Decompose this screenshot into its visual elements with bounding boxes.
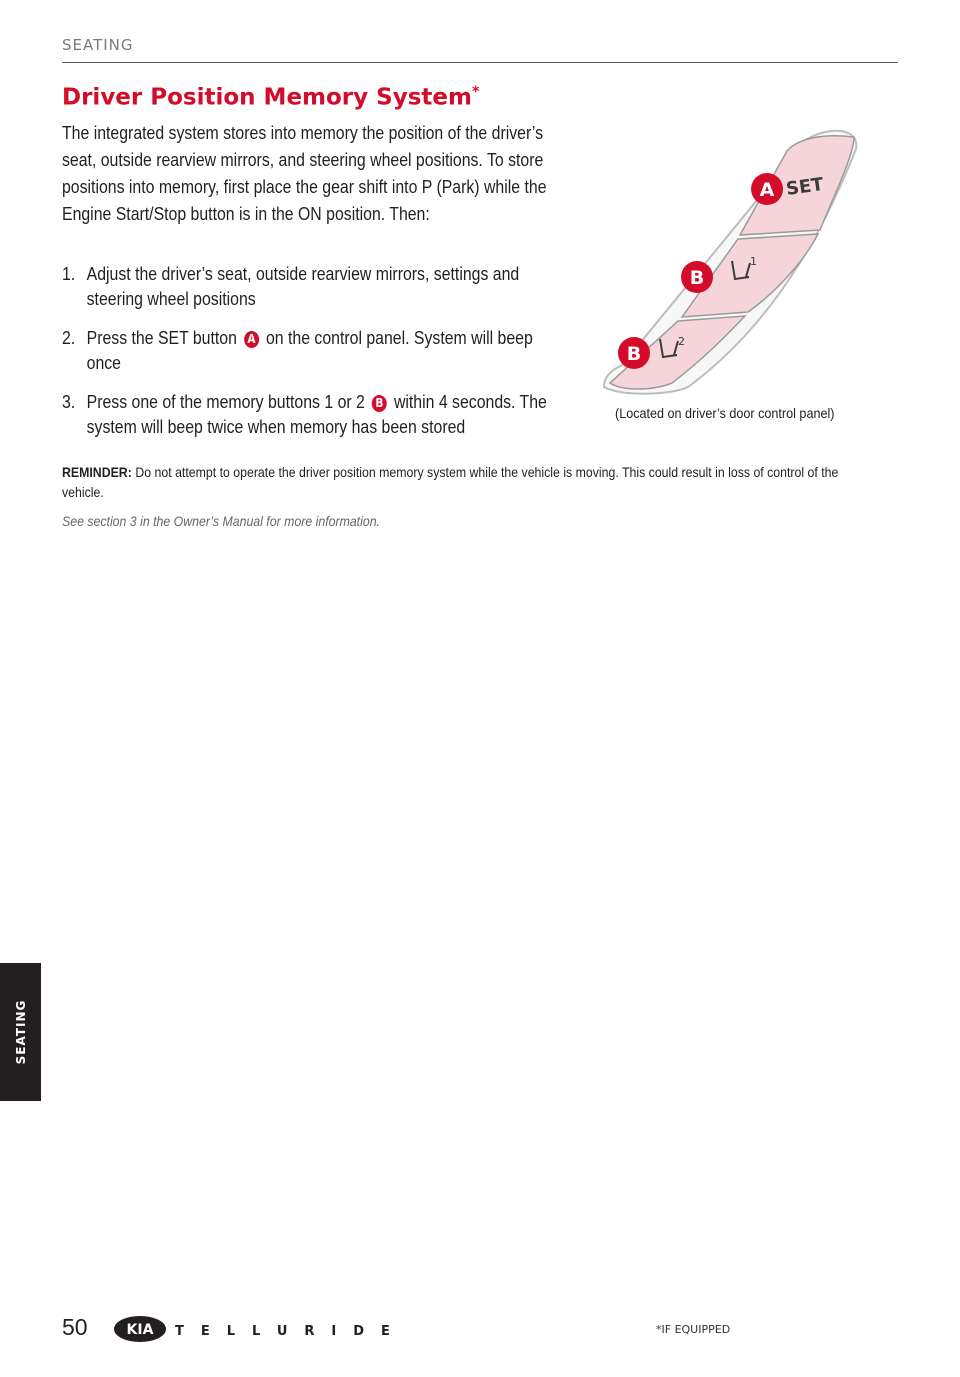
step-text-after: on the control panel. System will beep once [86,328,533,373]
diagram-badge-b-upper [681,261,713,293]
title-text: Driver Position Memory System [62,84,472,111]
step-number: 1. [62,264,76,284]
reminder-label: REMINDER: [62,464,132,480]
side-tab-label: SEATING [13,999,28,1065]
callout-badge-b: B [372,395,387,412]
step-text-before: Press the SET button [86,328,237,348]
memory-control-panel-diagram [592,125,872,400]
reminder-text: Do not attempt to operate the driver position memory system while the vehicle is moving. This could result in loss of control of the vehicle. [62,464,839,500]
brand-footer [113,1314,423,1344]
step-text: Adjust the driver’s seat, outside rearview mirrors, settings and steering wheel positions [86,264,520,309]
section-header: SEATING [62,36,134,54]
steps-list [62,262,564,454]
if-equipped-marker: * [471,84,480,100]
step-number: 3. [62,392,76,412]
callout-badge-a: A [244,331,259,348]
step-number: 2. [62,328,76,348]
diagram-badge-a [751,173,783,205]
svg-text:B: B [626,343,642,365]
intro-paragraph: The integrated system stores into memory the position of the driver’s seat, outside rearview mirrors, and steering wheel positions. To store positions into memory, first place the gear shift into P (Park) while the Engine Start/Stop button is in the ON position. Then: [62,123,547,224]
step-item [62,390,564,440]
kia-logo [114,1316,166,1342]
svg-text:B: B [689,267,705,289]
step-text-after: within 4 seconds. The system will beep twice when memory has been stored [86,392,547,437]
set-label: SET [784,173,825,200]
reminder-note [62,462,880,502]
step-item [62,326,564,376]
step-text-before: Press one of the memory buttons 1 or 2 [86,392,365,412]
see-more-reference: See section 3 in the Owner’s Manual for more information. [62,513,380,529]
page-number: 50 [62,1314,88,1340]
diagram-caption: (Located on driver’s door control panel) [615,405,835,421]
telluride-wordmark: TELLURIDE [175,1324,407,1339]
svg-text:KIA: KIA [126,1322,154,1338]
step-item [62,262,564,312]
page-title [62,84,479,111]
memory-1-label: 1 [750,255,757,268]
footnote-if-equipped: *IF EQUIPPED [656,1323,731,1336]
header-divider [62,62,898,63]
svg-text:A: A [759,179,775,201]
memory-2-label: 2 [678,335,685,348]
side-section-tab [0,963,41,1101]
diagram-badge-b-lower [618,337,650,369]
